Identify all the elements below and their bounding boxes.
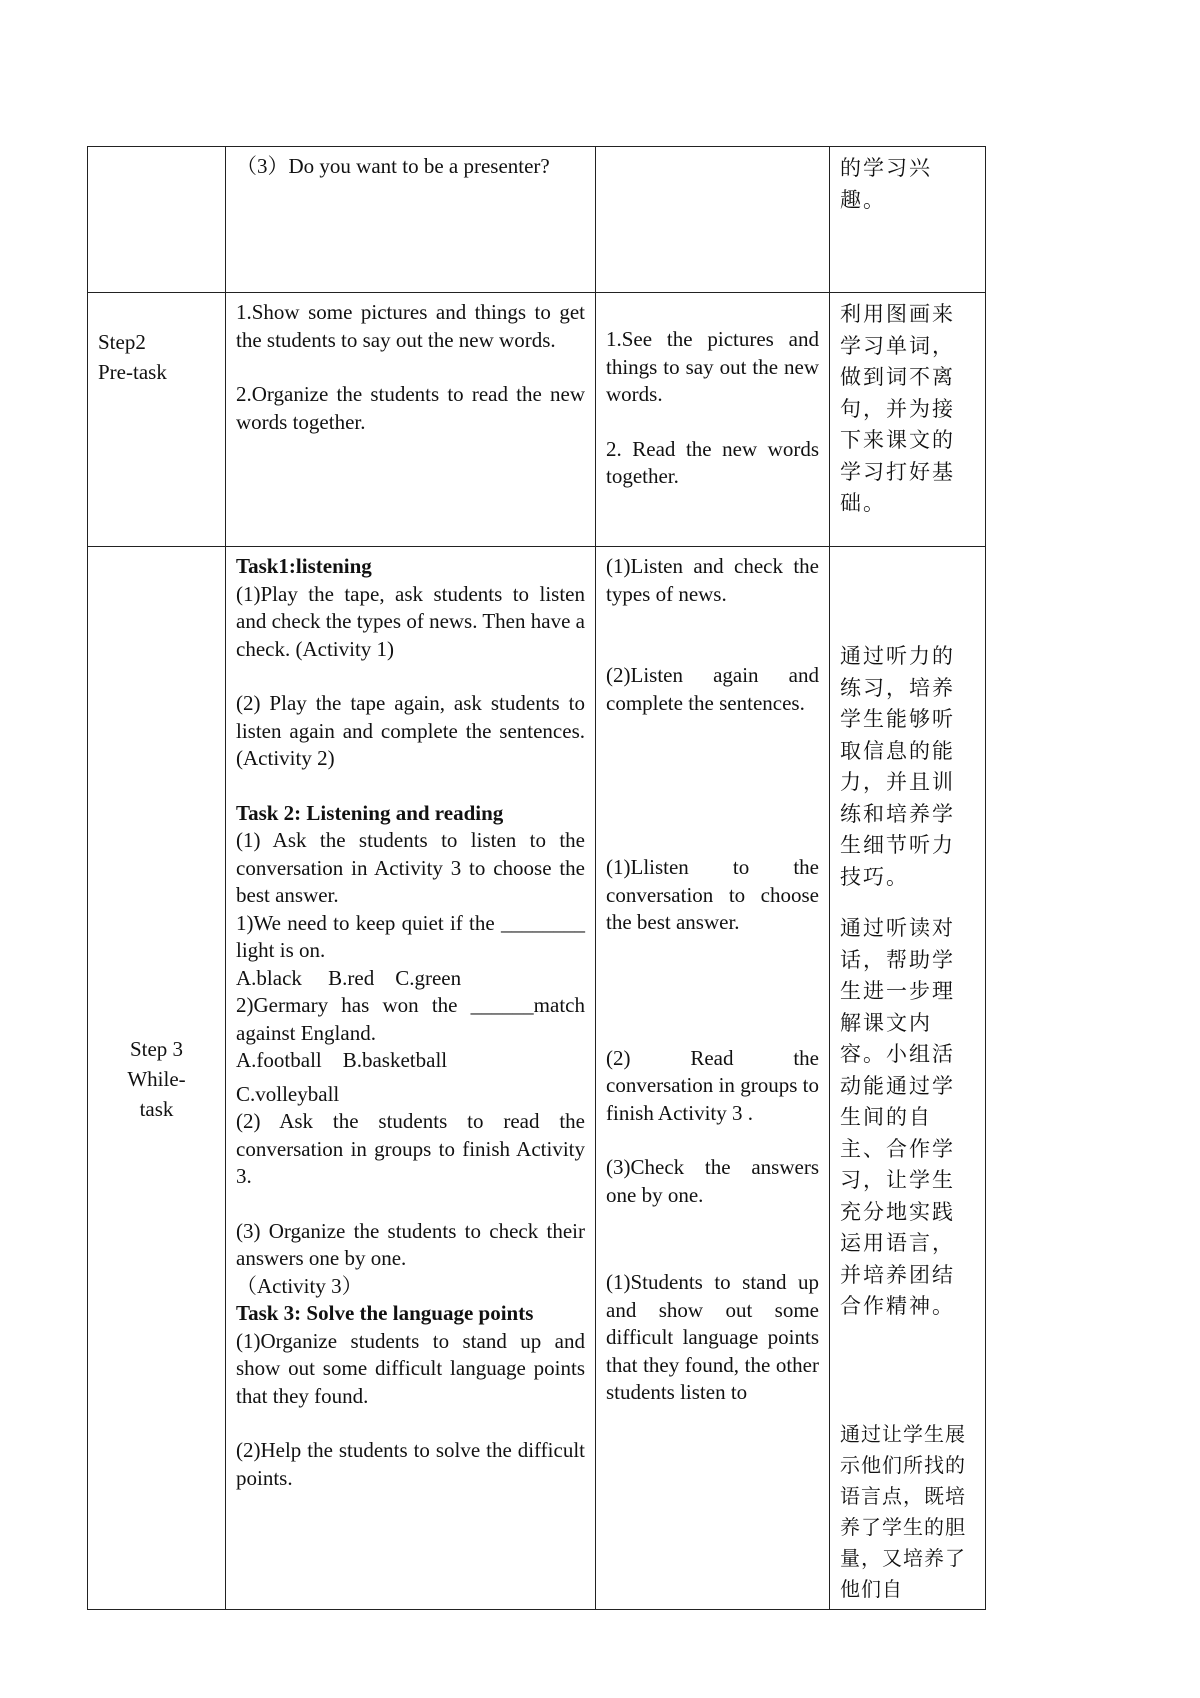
purpose-cell <box>830 147 986 293</box>
teacher-activity-text: (2) Ask the students to read the conversation in groups to finish Activity 3. <box>236 1109 585 1188</box>
table-row <box>88 147 986 293</box>
teacher-activity-text: (3) Organize the students to check their answers one by one. <box>236 1218 585 1270</box>
teacher-activity-text: 2.Organize the students to read the new words together. <box>236 382 585 434</box>
student-activity-text: 1.See the pictures and things to say out the new words. <box>606 327 819 406</box>
teacher-activity-cell <box>226 293 596 547</box>
table-row <box>88 293 986 547</box>
task-title: Task1:listening <box>236 554 372 578</box>
task-title: Task 3: Solve the language points <box>236 1301 534 1325</box>
question-text: 2)Germary has won the ______match against England. <box>236 993 585 1045</box>
student-activity-cell <box>596 293 830 547</box>
student-activity-cell <box>596 547 830 1610</box>
teacher-activity-text: 1.Show some pictures and things to get the students to say out the new words. <box>236 300 585 352</box>
teacher-activity-text: (2) Play the tape again, ask students to listen again and complete the sentences. (Activity 2) <box>236 691 585 770</box>
teacher-activity-text: (1) Ask the students to listen to the conversation in Activity 3 to choose the best answer. <box>236 828 585 907</box>
step-label: Step2 <box>98 330 146 354</box>
task-title: Task 2: Listening and reading <box>236 800 504 825</box>
phase-label: task <box>139 1096 174 1121</box>
step-label: Step 3 <box>129 1036 184 1061</box>
teacher-activity-cell <box>226 547 596 1610</box>
step-cell <box>88 147 226 293</box>
step-cell <box>88 293 226 547</box>
phase-label: While- <box>127 1066 186 1091</box>
student-activity-text: (1)Llisten to the conversation to choose the best answer. <box>606 855 819 934</box>
teacher-activity-cell <box>226 147 596 293</box>
teacher-activity-text: （Activity 3） <box>236 1273 363 1298</box>
student-activity-text: (1)Listen and check the types of news. <box>606 554 819 606</box>
purpose-cell <box>830 293 986 547</box>
student-activity-text: (1)Students to stand up and show out some difficult language points that they found, the other students listen to <box>606 1270 819 1404</box>
student-activity-cell <box>596 147 830 293</box>
purpose-text: 通过让学生展示他们所找的语言点，既培养了学生的胆量，又培养了他们自 <box>840 1421 966 1601</box>
question-text: 1)We need to keep quiet if the ________ light is on. <box>236 910 585 962</box>
teacher-activity-text: (1)Play the tape, ask students to listen and check the types of news. Then have a check. (Activity 1) <box>236 581 585 661</box>
student-activity-text: (3)Check the answers one by one. <box>606 1155 819 1207</box>
purpose-text: 利用图画来学习单词，做到词不离句，并为接下来课文的学习打好基础。 <box>840 302 955 515</box>
teacher-activity-text: (2)Help the students to solve the difficult points. <box>236 1438 585 1490</box>
purpose-cell <box>830 547 986 1610</box>
question-options: A.black B.red C.green <box>236 965 462 990</box>
question-options: C.volleyball <box>236 1081 340 1106</box>
step-cell <box>88 547 226 1610</box>
student-activity-text: (2)Listen again and complete the sentences. <box>606 663 819 715</box>
question-options: A.football B.basketball <box>236 1048 448 1072</box>
purpose-text: 通过听读对话，帮助学生进一步理解课文内容。小组活动能通过学生间的自主、合作学习，让学生充分地实践运用语言，并培养团结合作精神。 <box>840 916 955 1318</box>
table-row <box>88 547 986 1610</box>
purpose-text: 通过听力的练习，培养学生能够听取信息的能力，并且训练和培养学生细节听力技巧。 <box>840 644 955 889</box>
teacher-activity-text: （3）Do you want to be a presenter? <box>236 154 550 178</box>
student-activity-text: (2) Read the conversation in groups to finish Activity 3 . <box>606 1045 819 1125</box>
phase-label: Pre-task <box>98 360 167 384</box>
purpose-text: 的学习兴趣。 <box>840 156 932 212</box>
lesson-plan-table <box>87 146 986 1610</box>
teacher-activity-text: (1)Organize students to stand up and show out some difficult language points that they found. <box>236 1328 585 1408</box>
student-activity-text: 2. Read the new words together. <box>606 436 819 488</box>
